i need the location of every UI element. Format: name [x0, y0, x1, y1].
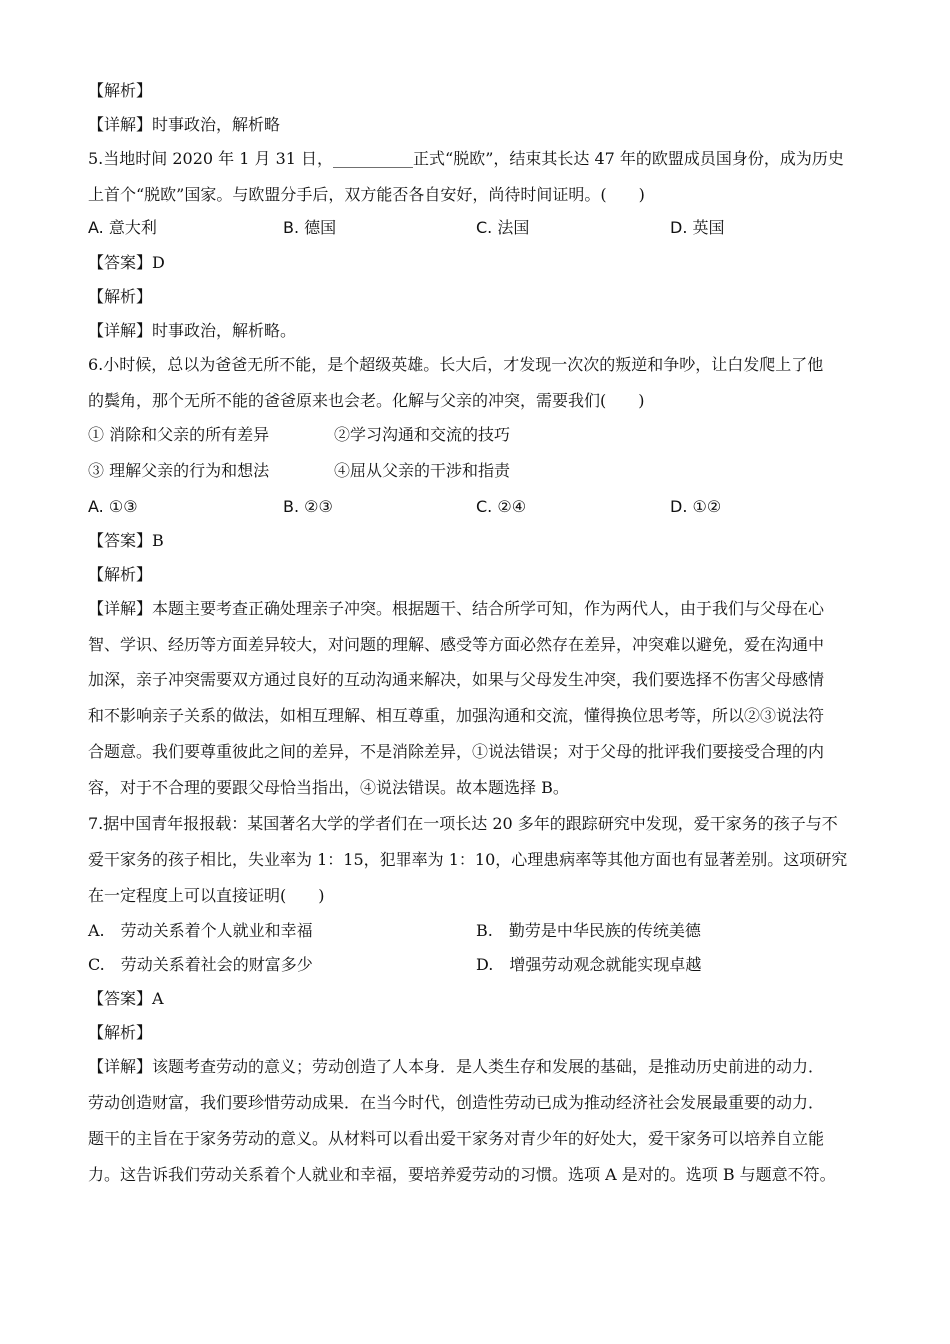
option-key: C.: [476, 497, 493, 516]
detail-explanation: 力。这告诉我们劳动关系着个人就业和幸福，要培养爱劳动的习惯。选项 A 是对的。选项 B 与题意不符。: [88, 1165, 836, 1184]
detail-explanation: 劳动创造财富，我们要珍惜劳动成果．在当今时代，创造性劳动已成为推动经济社会发展最重要的动力．: [88, 1093, 825, 1112]
option-text: 意大利: [108, 218, 157, 237]
q5-option-a: [88, 217, 157, 239]
detail-explanation: 加深，亲子冲突需要双方通过良好的互动沟通来解决，如果与父母发生冲突，我们要选择不伤害父母感情: [88, 670, 825, 689]
q6-statement-2: ②学习沟通和交流的技巧: [334, 425, 511, 444]
q5-option-d: [670, 217, 725, 239]
option-text: ①③: [108, 497, 138, 516]
question-7-stem-cont: 爱干家务的孩子相比，失业率为 1：15，犯罪率为 1：10，心理患病率等其他方面也有显著差别。这项研究: [88, 850, 848, 869]
detail-explanation: 题干的主旨在于家务劳动的意义。从材料可以看出爱干家务对青少年的好处大，爱干家务可以培养自立能: [88, 1129, 825, 1148]
q5-option-c: [476, 217, 529, 239]
option-key: D.: [670, 497, 688, 516]
option-key: A.: [88, 497, 104, 516]
q7-option-c: C. 劳动关系着社会的财富多少: [88, 955, 313, 974]
detail-explanation: 合题意。我们要尊重彼此之间的差异，不是消除差异，①说法错误；对于父母的批评我们要接受合理的内: [88, 742, 825, 761]
q7-option-d: D. 增强劳动观念就能实现卓越: [476, 955, 702, 974]
question-7-stem-cont: 在一定程度上可以直接证明( ): [88, 886, 325, 905]
q6-option-b: [283, 496, 333, 518]
answer-line: 【答案】D: [88, 253, 165, 272]
q6-statement-4: ④屈从父亲的干涉和指责: [334, 461, 511, 480]
option-key: C.: [476, 218, 493, 237]
q7-option-a: A. 劳动关系着个人就业和幸福: [88, 921, 313, 940]
detail-explanation: 【详解】时事政治，解析略: [88, 115, 281, 134]
question-6-stem: 6.小时候，总以为爸爸无所不能，是个超级英雄。长大后，才发现一次次的叛逆和争吵，让白发爬上了他: [88, 355, 824, 374]
analysis-heading: 【解析】: [88, 565, 153, 584]
q6-option-d: [670, 496, 721, 518]
q6-statement-1: ① 消除和父亲的所有差异: [88, 425, 270, 444]
option-text: ②④: [497, 497, 527, 516]
q6-statement-3: ③ 理解父亲的行为和想法: [88, 461, 270, 480]
option-key: D.: [670, 218, 688, 237]
detail-explanation: 【详解】该题考查劳动的意义；劳动创造了人本身．是人类生存和发展的基础，是推动历史前进的动力．: [88, 1057, 825, 1076]
q6-option-c: [476, 496, 526, 518]
question-5-stem-cont: 上首个“脱欧”国家。与欧盟分手后，双方能否各自安好，尚待时间证明。( ): [88, 185, 645, 204]
question-5-stem: 5.当地时间 2020 年 1 月 31 日，__________正式“脱欧”，结束其长达 47 年的欧盟成员国身份，成为历史: [88, 149, 844, 168]
detail-explanation: 容，对于不合理的要跟父母恰当指出，④说法错误。故本题选择 B。: [88, 778, 569, 797]
option-text: ②③: [304, 497, 333, 516]
q6-option-a: [88, 496, 138, 518]
answer-line: 【答案】A: [88, 989, 164, 1008]
option-key: B.: [283, 497, 300, 516]
detail-explanation: 【详解】本题主要考查正确处理亲子冲突。根据题干、结合所学可知，作为两代人，由于我们与父母在心: [88, 599, 825, 618]
question-7-stem: 7.据中国青年报报载：某国著名大学的学者们在一项长达 20 多年的跟踪研究中发现，爱干家务的孩子与不: [88, 814, 838, 833]
option-text: 法国: [497, 218, 530, 237]
detail-explanation: 和不影响亲子关系的做法，如相互理解、相互尊重，加强沟通和交流，懂得换位思考等，所以②③说法符: [88, 706, 825, 725]
q5-option-b: [283, 217, 336, 239]
analysis-heading: 【解析】: [88, 81, 153, 100]
analysis-heading: 【解析】: [88, 287, 153, 306]
option-text: 英国: [692, 218, 725, 237]
question-6-stem-cont: 的鬓角，那个无所不能的爸爸原来也会老。化解与父亲的冲突，需要我们( ): [88, 391, 645, 410]
option-key: B.: [283, 218, 300, 237]
detail-explanation: 【详解】时事政治，解析略。: [88, 321, 297, 340]
analysis-heading: 【解析】: [88, 1023, 153, 1042]
q7-option-b: B. 勤劳是中华民族的传统美德: [476, 921, 701, 940]
option-key: A.: [88, 218, 104, 237]
detail-explanation: 智、学识、经历等方面差异较大，对问题的理解、感受等方面必然存在差异，冲突难以避免，爱在沟通中: [88, 635, 825, 654]
answer-line: 【答案】B: [88, 531, 164, 550]
option-text: ①②: [692, 497, 722, 516]
option-text: 德国: [304, 218, 337, 237]
